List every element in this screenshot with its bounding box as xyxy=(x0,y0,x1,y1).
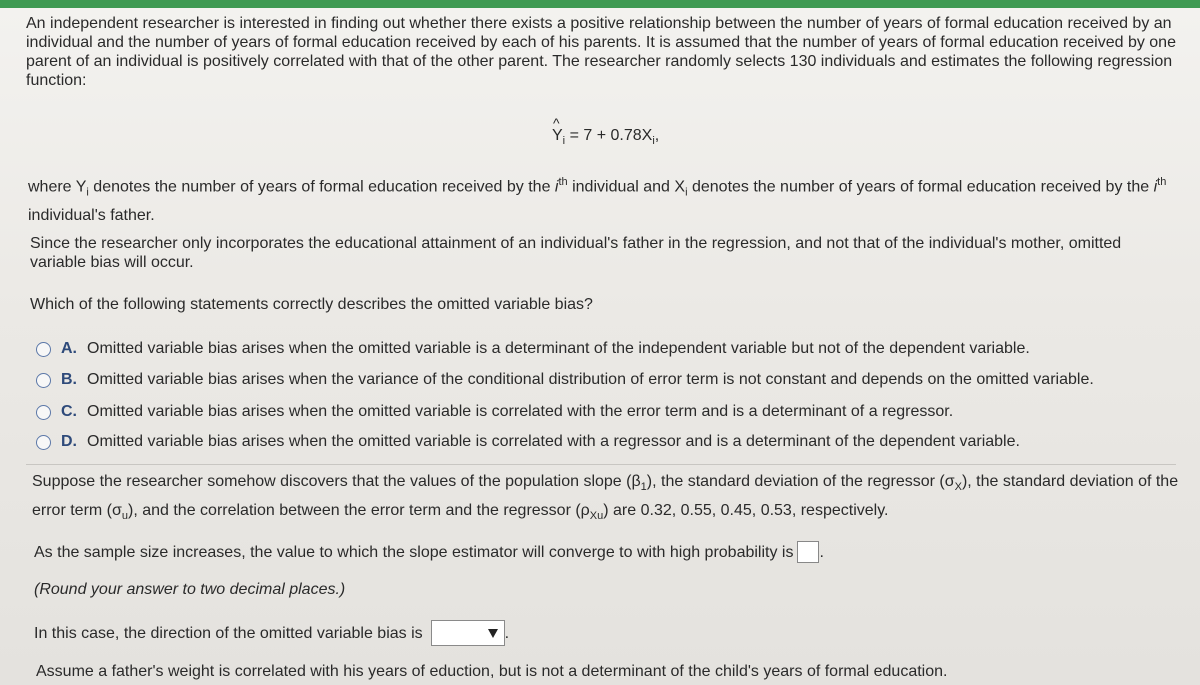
direction-question xyxy=(34,620,509,646)
suppose-sub-c: u xyxy=(121,510,128,523)
option-a-text: Omitted variable bias arises when the omitted variable is a determinant of the independent variable but not of the dependent variable. xyxy=(87,340,1030,357)
option-b[interactable] xyxy=(36,371,1094,389)
def-th-1: th xyxy=(558,176,568,188)
option-d[interactable] xyxy=(36,433,1020,451)
convergence-question xyxy=(34,541,824,563)
def-text-3: individual and X xyxy=(567,178,686,196)
def-sub-2: i xyxy=(685,186,688,199)
def-sub-1: i xyxy=(86,186,89,199)
regression-equation xyxy=(552,126,659,151)
variable-definition xyxy=(28,173,1178,203)
dropdown-arrow-icon xyxy=(488,629,498,638)
radio-option-a[interactable] xyxy=(36,342,51,357)
suppose-text-c: ), the standard deviation of the error term (σ xyxy=(32,473,1179,520)
def-i-1: i xyxy=(554,178,559,196)
option-b-letter: B. xyxy=(61,371,77,388)
radio-option-c[interactable] xyxy=(36,405,51,420)
option-a[interactable] xyxy=(36,340,1030,358)
direction-prompt: In this case, the direction of the omitted variable bias is xyxy=(34,624,423,642)
equation-rhs-sub: i xyxy=(652,135,655,148)
option-d-text: Omitted variable bias arises when the omitted variable is correlated with a regressor and is a determinant of the dependent variable. xyxy=(87,433,1020,450)
suppose-text-a: Suppose the researcher somehow discovers that the values of the population slope (β xyxy=(32,473,641,490)
option-c[interactable] xyxy=(36,403,953,421)
suppose-sub-a: 1 xyxy=(640,481,647,494)
def-th-2: th xyxy=(1157,176,1167,188)
option-a-letter: A. xyxy=(61,340,77,357)
equation-trail: , xyxy=(654,127,660,144)
def-text-4: denotes the number of years of formal education received by the xyxy=(687,178,1154,196)
def-text-2: denotes the number of years of formal education received by the xyxy=(88,178,555,196)
top-accent-bar xyxy=(0,0,1200,8)
suppose-text-e: ) are 0.32, 0.55, 0.45, 0.53, respectively. xyxy=(603,502,889,520)
round-note: (Round your answer to two decimal places.) xyxy=(34,581,346,598)
equation-rhs: = 7 + 0.78X xyxy=(569,127,653,144)
option-b-text: Omitted variable bias arises when the variance of the conditional distribution of error term is not constant and depends on the omitted variable. xyxy=(87,371,1094,388)
suppose-sub-b: X xyxy=(954,481,962,494)
equation-lhs: ^ Y xyxy=(552,126,563,145)
suppose-paragraph xyxy=(32,470,1182,528)
section-divider xyxy=(26,464,1176,465)
intro-paragraph: An independent researcher is interested in finding out whether there exists a positive relationship between the number of years of formal education received by an individual and the number of years of formal education received by each of his parents. It is assumed that the number of years of formal education received by one parent of an individual is positively correlated with that of the other parent. The researcher randomly selects 130 individuals and estimates the following regression function: xyxy=(26,15,1176,89)
convergence-period: . xyxy=(819,543,824,561)
direction-dropdown[interactable] xyxy=(431,620,505,646)
radio-option-b[interactable] xyxy=(36,373,51,388)
question-page xyxy=(0,8,1200,685)
suppose-text-b: ), the standard deviation of the regressor (σ xyxy=(646,473,955,490)
option-c-text: Omitted variable bias arises when the omitted variable is correlated with the error term and is a determinant of a regressor. xyxy=(87,403,954,420)
option-d-letter: D. xyxy=(61,433,77,450)
option-c-letter: C. xyxy=(61,403,77,420)
convergence-prompt: As the sample size increases, the value to which the slope estimator will converge to with high probability is xyxy=(34,543,794,561)
assume-note: Assume a father's weight is correlated with his years of eduction, but is not a determinant of the child's years of formal education. xyxy=(36,663,948,680)
variable-definition-line2: individual's father. xyxy=(28,207,155,224)
suppose-sub-d: Xu xyxy=(589,510,604,523)
question-text: Which of the following statements correctly describes the omitted variable bias? xyxy=(30,296,593,313)
def-i-2: i xyxy=(1153,178,1158,196)
def-text-1: where Y xyxy=(28,178,87,196)
bias-statement: Since the researcher only incorporates the educational attainment of an individual's father in the regression, and not that of the individual's mother, omitted variable bias will occur. xyxy=(30,235,1122,271)
convergence-answer-input[interactable] xyxy=(797,541,819,563)
suppose-text-d: ), and the correlation between the error term and the regressor (ρ xyxy=(128,502,590,520)
direction-period: . xyxy=(504,624,510,642)
equation-lhs-sub: i xyxy=(562,135,566,148)
radio-option-d[interactable] xyxy=(36,435,51,450)
